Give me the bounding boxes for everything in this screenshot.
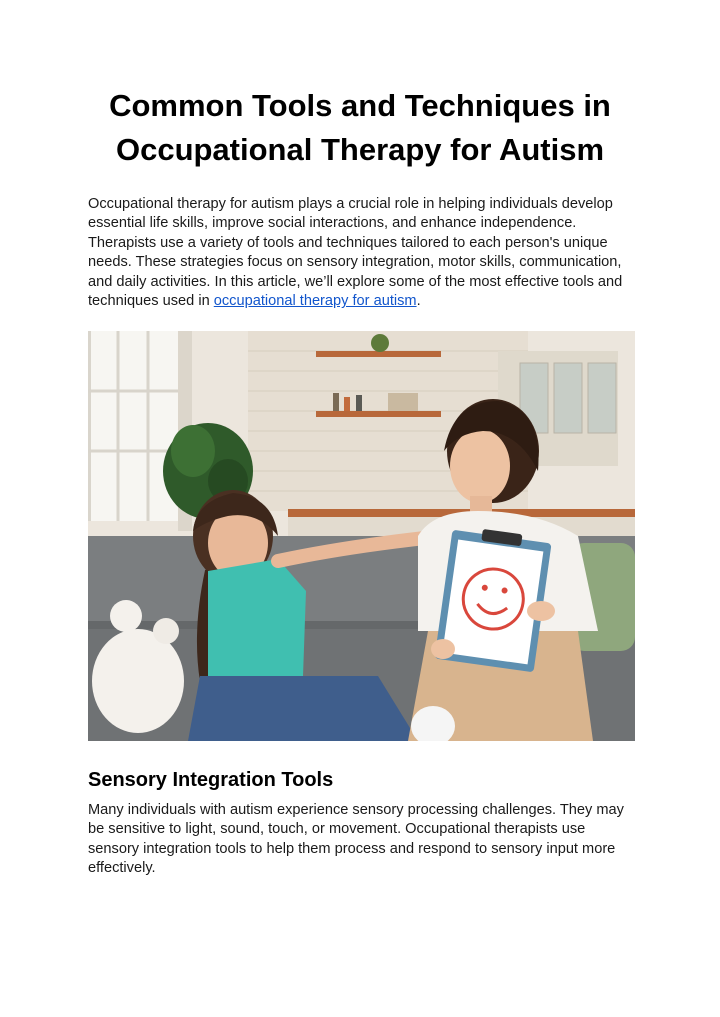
therapy-session-photo — [88, 331, 635, 741]
title-line-2: Occupational Therapy for Autism — [115, 132, 605, 167]
page-title — [60, 84, 660, 172]
intro-end: . — [416, 293, 421, 310]
intro-paragraph — [88, 195, 636, 311]
ot-autism-link[interactable]: occupational therapy for autism — [213, 293, 417, 310]
intro-text: Occupational therapy for autism plays a crucial role in helping individuals develop essential life skills, improve social interactions, and enhance independence. Therapists use a variety of tools and techniques tailored to each person's unique needs. These strategies focus on sensory integration, motor skills, communication, and daily activities. In this article, we’ll explore some of the most effective tools and techniques used in — [88, 196, 623, 310]
section-heading-sensory: Sensory Integration Tools — [88, 769, 334, 791]
title-line-1: Common Tools and Techniques in — [109, 88, 611, 123]
sensory-paragraph: Many individuals with autism experience sensory processing challenges. They may be sensitive to light, sound, touch, or movement. Occupational therapists use sensory integration tools to help them process and respond to sensory input more effectively. — [88, 802, 624, 877]
